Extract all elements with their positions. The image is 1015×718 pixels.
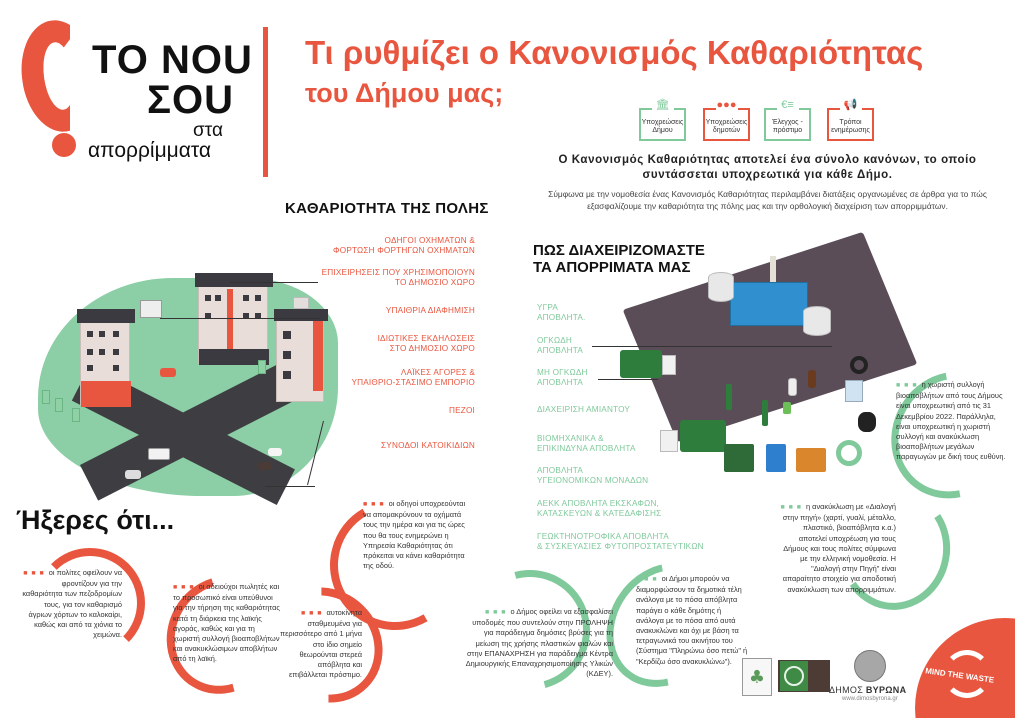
intro-body-text: Σύμφωνα με την νομοθεσία ένας Κανονισμός Καθαριότητας περιλαμβάνει διατάξεις οργανωμένες σε άρθρα για το πώς εξασφαλίζουμε την καθαριότητα της πόλης μας και την ορθολογική διαχείριση των απορριμμάτων. <box>548 189 987 211</box>
fact-market-vendors: ■ ■ ■ οι αδειούχοι πωλητές και το προσωπικό είναι υπεύθυνοι για την τήρηση της καθαριότητας κατά τη διάρκεια της λαϊκής αγοράς, καθώς και για τη χωριστή συλλογή βιοαποβλήτων και ανακυκλώσιμων αποβλήτων από τη λαϊκή. <box>173 582 280 664</box>
building-right <box>276 316 324 402</box>
town-hall-icon: 🏛 <box>652 98 674 112</box>
plastic-bottle-icon <box>788 378 797 396</box>
waste-type-non-bulky: ΜΗ ΟΓΚΩΔΗ ΑΠΟΒΛΗΤΑ <box>537 368 588 387</box>
category-label: Έλεγχος - πρόστιμο <box>772 118 803 134</box>
page-title: Τι ρυθμίζει ο Κανονισμός Καθαριότητας <box>305 34 924 71</box>
logo-text-line1: ΤΟ ΝΟU <box>92 38 253 82</box>
dumpster-orange <box>796 448 826 472</box>
fact-parked-cars: ■ ■ ■ αυτοκίνητα σταθμευμένα για περισσότερο από 1 μήνα στο ίδιο σημείο θεωρούνται στερεά απόβλητα και επιβάλλεται πρόστιμο. <box>280 608 362 680</box>
ministry-emblem-icon <box>780 661 808 691</box>
waste-section-title: ΠΩΣ ΔΙΑΧΕΙΡΙΖΟΜΑΣΤΕ ΤΑ ΑΠΟΡΡΙΜΑΤΑ ΜΑΣ <box>533 242 705 276</box>
intro-bold-text: Ο Κανονισμός Καθαριότητας αποτελεί ένα σύνολο κανόνων, το οποίο συντάσσεται υποχρεωτικά για κάθε Δήμο. <box>558 154 977 181</box>
logo-text-line2: ΣΟU <box>147 78 235 122</box>
logo-text-line3: στα <box>193 120 223 141</box>
page-subtitle: του Δήμου μας; <box>305 78 504 108</box>
logo-dot-shape <box>52 133 76 157</box>
truck-cab <box>660 430 678 452</box>
car-dark <box>258 462 272 470</box>
city-topic-pedestrians: ΠΕΖΟΙ <box>448 406 475 415</box>
city-topic-businesses: ΕΠΙΧΕΙΡΗΣΕΙΣ ΠΟΥ ΧΡΗΣΙΜΟΠΟΙΟΥΝ ΤΟ ΔΗΜΟΣΙΟ ΧΩΡΟ <box>321 268 475 287</box>
leader-line <box>592 346 832 347</box>
logo-text-line4: απορρίμματα <box>88 139 212 162</box>
people-icon: ●●● <box>716 99 737 111</box>
municipality-name: ΔΗΜΟΣ ΒΥΡΩΝΑ <box>829 685 907 695</box>
waste-type-construction: ΑΕΚΚ ΑΠΟΒΛΗΤΑ ΕΚΣΚΑΦΩΝ, ΚΑΤΑΣΚΕΥΩΝ & ΚΑΤΕΔΑΦΙΣΗΣ <box>537 499 662 518</box>
category-information-methods <box>827 99 874 141</box>
city-topic-markets: ΛΑΪΚΕΣ ΑΓΟΡΕΣ & ΥΠΑΙΘΡΙΟ-ΣΤΑΣΙΜΟ ΕΜΠΟΡΙΟ <box>351 368 475 387</box>
fact-pay-as-you-throw: ■ ■ ■ οι Δήμοι μπορούν να διαμορφώσουν τα δημοτικά τέλη ανάλογα με το πόσα απόβλητα παράγει ο κάθε δημότης ή ανάλογα με το πόσα από αυτά ανακυκλώνει και όχι με βάση τα τετραγωνικά του ακινήτου του (Σύστημα "Πληρώνω όσο πετώ" ή "Κερδίζω όσο ανακυκλώνω"). <box>636 574 748 666</box>
garbage-truck <box>680 420 726 452</box>
car-orange <box>160 368 176 377</box>
category-label: Τρόποι ενημέρωσης <box>831 118 870 134</box>
waste-type-healthcare: ΑΠΟΒΛΗΤΑ ΥΓΕΙΟΝΟΜΙΚΩΝ ΜΟΝΑΔΩΝ <box>537 466 649 485</box>
can-icon <box>783 402 791 414</box>
silo <box>803 306 831 336</box>
header-divider <box>263 27 268 177</box>
city-topic-outdoor-ads: ΥΠΑΙΘΡΙΑ ΔΙΑΦΗΜΙΣΗ <box>385 306 475 315</box>
tree <box>72 408 80 422</box>
waste-type-liquid: ΥΓΡΑ ΑΠΟΒΛΗΤΑ. <box>537 303 586 322</box>
trash-bag-icon <box>858 412 876 432</box>
bullet-icon: ■ ■ ■ <box>23 570 45 577</box>
leader-line <box>598 379 658 380</box>
bullet-icon: ■ ■ ■ <box>636 576 658 583</box>
city-topic-drivers: ΟΔΗΓΟΙ ΟΧΗΜΑΤΩΝ & ΦΟΡΤΩΣΗ ΦΟΡΤΗΓΩΝ ΟΧΗΜΑΤΩΝ <box>333 236 475 255</box>
category-label: Υποχρεώσεις δημοτών <box>705 118 748 134</box>
plastic-bag-icon <box>845 380 863 402</box>
waste-type-agricultural: ΓΕΩΚΤΗΝΟΤΡΟΦΙΚΑ ΑΠΟΒΛΗΤΑ & ΣΥΣΚΕΥΑΣΙΕΣ ΦΥΤΟΠΡΟΣΤΑΤΕΥΤΙΚΩΝ <box>537 532 704 551</box>
truck-cab <box>662 355 676 375</box>
building-middle <box>198 282 268 364</box>
dumpster-green <box>724 444 754 472</box>
tree <box>42 390 50 404</box>
tree <box>258 360 266 374</box>
bullet-icon: ■ ■ ■ <box>484 609 507 616</box>
fact-biowaste-collection: ■ ■ ■ η χωριστή συλλογή βιοαποβλήτων από τους Δήμους είναι υποχρεωτική από τις 31 Δεκεμβρίου 2022. Παράλληλα, είναι υποχρεωτική η χωριστή συλλογή και ανακύκλωση βιοαποβλήτων μεγάλων παραγωγών με δική τους ευθύνη. <box>896 380 1006 462</box>
leader-line <box>265 486 315 487</box>
waste-type-bulky: ΟΓΚΩΔΗ ΑΠΟΒΛΗΤΑ <box>537 336 584 355</box>
garbage-truck <box>620 350 662 378</box>
bullet-icon: ■ ■ ■ <box>300 610 323 617</box>
byron-portrait-icon <box>854 650 886 682</box>
euro-money-icon: €≡ <box>777 98 799 112</box>
billboard <box>140 300 162 318</box>
municipality-url[interactable]: www.dimosbyrona.gr <box>842 696 898 702</box>
building-left <box>80 318 130 406</box>
tire-icon <box>850 356 868 374</box>
bottle-icon <box>808 370 816 388</box>
silo <box>708 272 734 302</box>
fact-prevention-reuse: ■ ■ ■ ο Δήμος οφείλει να εξασφαλίσει υποδομές που συντελούν στην ΠΡΟΛΗΨΗ για παράδειγμα δημόσιες βρύσες για τη μείωση της χρήσης πλαστικών φιαλών και στην ΕΠΑΝΑΧΡΗΣΗ για παράδειγμα Κέντρα Δημιουργικής Επαναχρησιμοποίησης Υλικών (ΚΔΕΥ). <box>465 607 613 679</box>
city-topic-pet-owners: ΣΥΝΟΔΟΙ ΚΑΤΟΙΚΙΔΙΩΝ <box>381 441 475 450</box>
bin-blue <box>766 444 786 472</box>
fact-source-separation: ■ ■ ■ η ανακύκλωση με «Διαλογή στην πηγή» (χαρτί, γυαλί, μέταλλο, πλαστικό, βιοαπόβλητα κ.α.) αποτελεί υποχρέωση για τους Δήμους και τους πολίτες σύμφωνα με την ελληνική νομοθεσία. Η "Διαλογή στην Πηγή" είναι απαραίτητο στοιχείο για αποδοτική ανακύκλωση των απορριμμάτων. <box>780 502 896 594</box>
bullet-icon: ■ ■ ■ <box>896 382 918 389</box>
leader-line <box>160 318 320 319</box>
city-section-title: ΚΑΘΑΡΙΟΤΗΤΑ ΤΗΣ ΠΟΛΗΣ <box>285 200 489 217</box>
waste-plant-building <box>730 282 808 326</box>
worker <box>726 384 732 410</box>
megaphone-icon: 📢 <box>840 98 862 112</box>
worker <box>762 400 768 426</box>
recycle-icon <box>836 440 862 466</box>
car-white <box>125 470 141 479</box>
mind-the-waste-label: MIND THE WASTE <box>924 666 995 685</box>
category-control-fines <box>764 99 811 141</box>
van-white <box>148 448 170 460</box>
category-label: Υποχρεώσεις Δήμου <box>641 118 684 134</box>
fact-citizens-sidewalks: ■ ■ ■ οι πολίτες οφείλουν να φροντίζουν για την καθαριότητα των πεζοδρομίων τους, για τον καθαρισμό άγριων χόρτων το καλοκαίρι, καθώς και από τα χιόνια το χειμώνα. <box>22 568 122 640</box>
fact-drivers-street-cleaning: ■ ■ ■ οι οδηγοί υποχρεούνται να απομακρύνουν τα οχήματά τους την ημέρα και για τις ώρες που θα τους ενημερώνει η Υπηρεσία Καθαριότητας ότι πρόκειται να κάνει καθαριότητα της οδού. <box>363 499 466 571</box>
partner-logo-tree-icon: ♣ <box>742 658 772 696</box>
car-white-2 <box>268 448 282 456</box>
bullet-icon: ■ ■ ■ <box>173 584 195 591</box>
bullet-icon: ■ ■ ■ <box>780 504 803 511</box>
chimney <box>770 256 776 282</box>
category-municipality-obligations <box>639 99 686 141</box>
did-you-know-title: Ήξερες ότι... <box>16 505 175 535</box>
tree <box>55 398 63 412</box>
leader-line <box>230 282 318 283</box>
waste-type-asbestos: ΔΙΑΧΕΙΡΙΣΗ ΑΜΙΑΝΤΟΥ <box>537 405 631 414</box>
bullet-icon: ■ ■ ■ <box>363 501 385 508</box>
category-citizen-obligations <box>703 99 750 141</box>
city-topic-private-events: ΙΔΙΩΤΙΚΕΣ ΕΚΔΗΛΩΣΕΙΣ ΣΤΟ ΔΗΜΟΣΙΟ ΧΩΡΟ <box>377 334 475 353</box>
waste-type-industrial: ΒΙΟΜΗΧΑΝΙΚΑ & ΕΠΙΚΙΝΔΥΝΑ ΑΠΟΒΛΗΤΑ <box>537 434 636 453</box>
